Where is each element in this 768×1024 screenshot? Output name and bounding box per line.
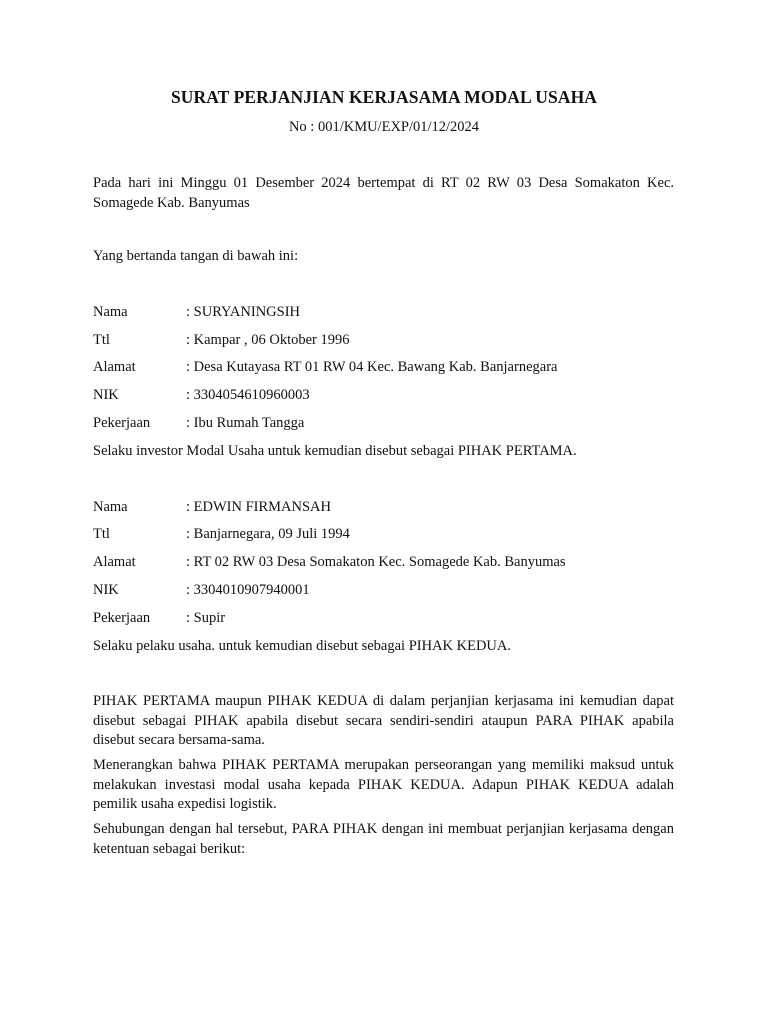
field-label: Ttl <box>93 332 110 348</box>
field-value: : Desa Kutayasa RT 01 RW 04 Kec. Bawang Kab. Banjarnegara <box>186 359 558 375</box>
field-value: : EDWIN FIRMANSAH <box>186 499 331 515</box>
field-label: NIK <box>93 582 119 598</box>
field-label: Nama <box>93 499 128 515</box>
party2-occupation-row <box>93 609 674 628</box>
field-value: : 3304010907940001 <box>186 582 310 598</box>
field-value: : Supir <box>186 610 226 626</box>
body-paragraph-2: Menerangkan bahwa PIHAK PERTAMA merupakan perseorangan yang memiliki maksud untuk melakukan investasi modal usaha kepada PIHAK KEDUA. Adapun PIHAK KEDUA adalah pemilik usaha expedisi logistik. <box>93 757 674 812</box>
field-value: : Kampar , 06 Oktober 1996 <box>186 332 350 348</box>
party1-occupation-row <box>93 414 674 433</box>
body-paragraph-1: PIHAK PERTAMA maupun PIHAK KEDUA di dalam perjanjian kerjasama ini kemudian dapat disebut sebagai PIHAK apabila disebut secara sendiri-sendiri ataupun PARA PIHAK apabila disebut secara bersama-sama. <box>93 693 674 748</box>
field-label: Alamat <box>93 554 136 570</box>
field-value: : RT 02 RW 03 Desa Somakaton Kec. Somagede Kab. Banyumas <box>186 554 566 570</box>
party2-nik-row <box>93 581 674 600</box>
party1-role: Selaku investor Modal Usaha untuk kemudian disebut sebagai PIHAK PERTAMA. <box>93 443 577 459</box>
field-value: : SURYANINGSIH <box>186 304 301 320</box>
field-value: : Ibu Rumah Tangga <box>186 415 305 431</box>
field-label: Alamat <box>93 359 136 375</box>
party2-name-row <box>93 498 674 517</box>
field-label: Pekerjaan <box>93 415 151 431</box>
field-label: Nama <box>93 304 128 320</box>
party1-name-row <box>93 303 674 322</box>
document-number: No : 001/KMU/EXP/01/12/2024 <box>288 119 480 135</box>
body-paragraph-3: Sehubungan dengan hal tersebut, PARA PIHAK dengan ini membuat perjanjian kerjasama dengan ketentuan sebagai berikut: <box>93 821 674 857</box>
party1-address-row <box>93 358 674 377</box>
party2-role: Selaku pelaku usaha. untuk kemudian disebut sebagai PIHAK KEDUA. <box>93 638 512 654</box>
opening-paragraph: Pada hari ini Minggu 01 Desember 2024 bertempat di RT 02 RW 03 Desa Somakaton Kec. Somagede Kab. Banyumas <box>93 175 674 211</box>
party2-ttl-row <box>93 525 674 544</box>
party1-nik-row <box>93 386 674 405</box>
document-title: SURAT PERJANJIAN KERJASAMA MODAL USAHA <box>170 87 598 107</box>
party2-address-row <box>93 553 674 572</box>
field-value: : Banjarnegara, 09 Juli 1994 <box>186 526 350 542</box>
field-label: Pekerjaan <box>93 610 151 626</box>
field-label: Ttl <box>93 526 110 542</box>
signatories-intro: Yang bertanda tangan di bawah ini: <box>93 248 299 264</box>
field-value: : 3304054610960003 <box>186 387 310 403</box>
field-label: NIK <box>93 387 119 403</box>
party1-ttl-row <box>93 331 674 350</box>
